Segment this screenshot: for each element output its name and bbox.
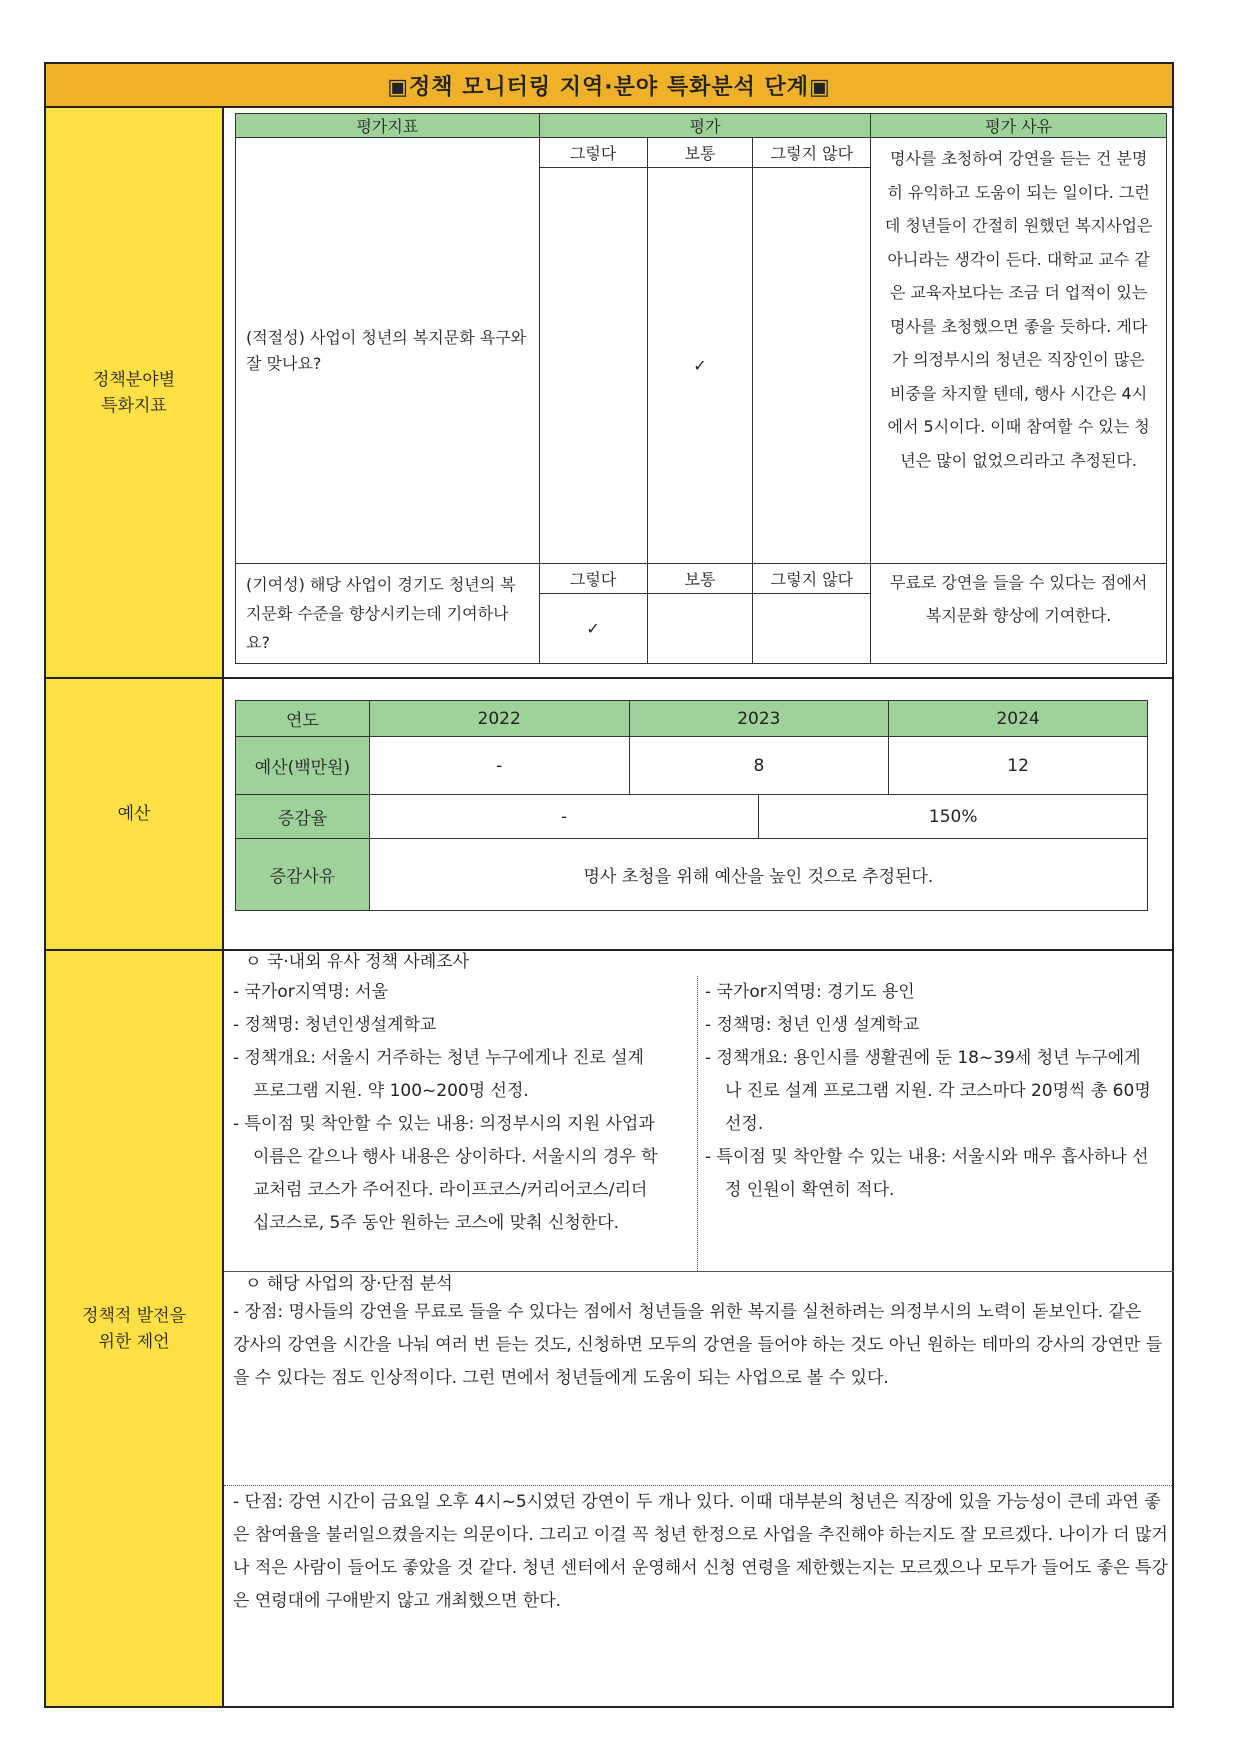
choice-cell: [647, 594, 753, 664]
indicator-cell: (적절성) 사업이 청년의 복지문화 욕구와 잘 맞나요?: [236, 138, 540, 564]
budget-table: [235, 700, 1148, 911]
header-reason: 평가 사유: [871, 114, 1167, 138]
budget-amount: -: [369, 737, 629, 795]
budget-year: 2023: [629, 701, 889, 737]
case-left: [233, 976, 663, 1240]
case-item: - 특이점 및 착안할 수 있는 내용: 서울시와 매우 흡사하나 선정 인원이 확연히 적다.: [705, 1147, 1149, 1200]
budget-amount-label: 예산(백만원): [236, 737, 370, 795]
evaluation-table: [235, 113, 1167, 664]
scale-label: 그렇지 않다: [753, 138, 871, 168]
case-heading: ㅇ 국·내외 유사 정책 사례조사: [245, 952, 470, 972]
budget-rate: 150%: [759, 795, 1148, 839]
choice-cell: [753, 168, 871, 564]
budget-reason-label: 증감사유: [236, 839, 370, 911]
weakness-text: - 단점: 강연 시간이 금요일 오후 4시~5시였던 강연이 두 개나 있다. 이때 대부분의 청년은 직장에 있을 가능성이 큰데 과연 좋은 참여율을 불러일으켰을지는 의문이다. 그리고 이걸 꼭 청년 한정으로 사업을 추진해야 하는지도 잘 모르겠다. 나이가 더 많거나 적은 사람이 들어도 좋았을 것 같다. 청년 센터에서 운영해서 신청 연령을 제한했는지는 모르겠으나 모두가 들어도 좋은 특강은 연령대에 구애받지 않고 개최했으면 한다.: [233, 1492, 1168, 1611]
choice-cell: [539, 168, 647, 564]
budget-amount: 12: [889, 737, 1148, 795]
budget-rate: -: [369, 795, 759, 839]
strength-text: - 장점: 명사들의 강연을 무료로 들을 수 있다는 점에서 청년들을 위한 복지를 실천하려는 의정부시의 노력이 돋보인다. 같은 강사의 강연을 시간을 나눠 여러 번 듣는 것도, 신청하면 모두의 강연을 들어야 하는 것도 아닌 원하는 테마의 강사의 강연만 들을 수 있다는 점도 인상적이다. 그런 면에서 청년들에게 도움이 되는 사업으로 볼 수 있다.: [233, 1302, 1163, 1388]
check-mark: ✓: [539, 594, 647, 664]
case-item: - 국가or지역명: 서울: [233, 982, 389, 1002]
case-item: - 정책개요: 용인시를 생활권에 둔 18~39세 청년 누구에게나 진로 설계 프로그램 지원. 각 코스마다 20명씩 총 60명 선정.: [705, 1048, 1151, 1134]
case-item: - 정책개요: 서울시 거주하는 청년 누구에게나 진로 설계 프로그램 지원. 약 100~200명 선정.: [233, 1048, 644, 1101]
check-mark: ✓: [647, 168, 753, 564]
reason-cell: 명사를 초청하여 강연을 듣는 건 분명히 유익하고 도움이 되는 일이다. 그런데 청년들이 간절히 원했던 복지사업은 아니라는 생각이 든다. 대학교 교수 같은 교육자보다는 조금 더 업적이 있는 명사를 초청했으면 좋을 듯하다. 게다가 의정부시의 청년은 직장인이 많은 비중을 차지할 텐데, 행사 시간은 4시에서 5시이다. 이때 참여할 수 있는 청년은 많이 없었으리라고 추정된다.: [871, 138, 1167, 564]
scale-label: 그렇다: [539, 138, 647, 168]
header-indicator: 평가지표: [236, 114, 540, 138]
case-item: - 정책명: 청년 인생 설계학교: [705, 1015, 920, 1035]
analysis-heading: ㅇ 해당 사업의 장·단점 분석: [245, 1274, 453, 1294]
case-divider: [697, 976, 698, 1271]
budget-year-label: 연도: [236, 701, 370, 737]
case-item: - 정책명: 청년인생설계학교: [233, 1015, 437, 1035]
budget-reason: 명사 초청을 위해 예산을 높인 것으로 추정된다.: [369, 839, 1147, 911]
choice-cell: [753, 594, 871, 664]
page-title: ▣정책 모니터링 지역·분야 특화분석 단계▣: [44, 62, 1174, 108]
section-label-budget: 예산: [44, 677, 224, 951]
section-label-proposal: 정책적 발전을 위한 제언: [44, 949, 224, 1708]
section-label-indicator: 정책분야별 특화지표: [44, 106, 224, 679]
case-item: - 특이점 및 착안할 수 있는 내용: 의정부시의 지원 사업과 이름은 같으나 행사 내용은 상이하다. 서울시의 경우 학교처럼 코스가 주어진다. 라이프코스/커리어코스/리더십코스로, 5주 동안 원하는 코스에 맞춰 신청한다.: [233, 1114, 658, 1233]
header-evaluation: 평가: [539, 114, 871, 138]
scale-label: 그렇지 않다: [753, 564, 871, 594]
scale-label: 그렇다: [539, 564, 647, 594]
scale-label: 보통: [647, 564, 753, 594]
budget-year: 2024: [889, 701, 1148, 737]
budget-amount: 8: [629, 737, 889, 795]
indicator-cell: (기여성) 해당 사업이 경기도 청년의 복지문화 수준을 향상시키는데 기여하나요?: [236, 564, 540, 664]
section-divider: [224, 677, 1174, 679]
case-right: [705, 976, 1155, 1207]
budget-year: 2022: [369, 701, 629, 737]
scale-label: 보통: [647, 138, 753, 168]
case-item: - 국가or지역명: 경기도 용인: [705, 982, 915, 1002]
reason-cell: 무료로 강연을 들을 수 있다는 점에서 복지문화 향상에 기여한다.: [871, 564, 1167, 664]
budget-rate-label: 증감율: [236, 795, 370, 839]
